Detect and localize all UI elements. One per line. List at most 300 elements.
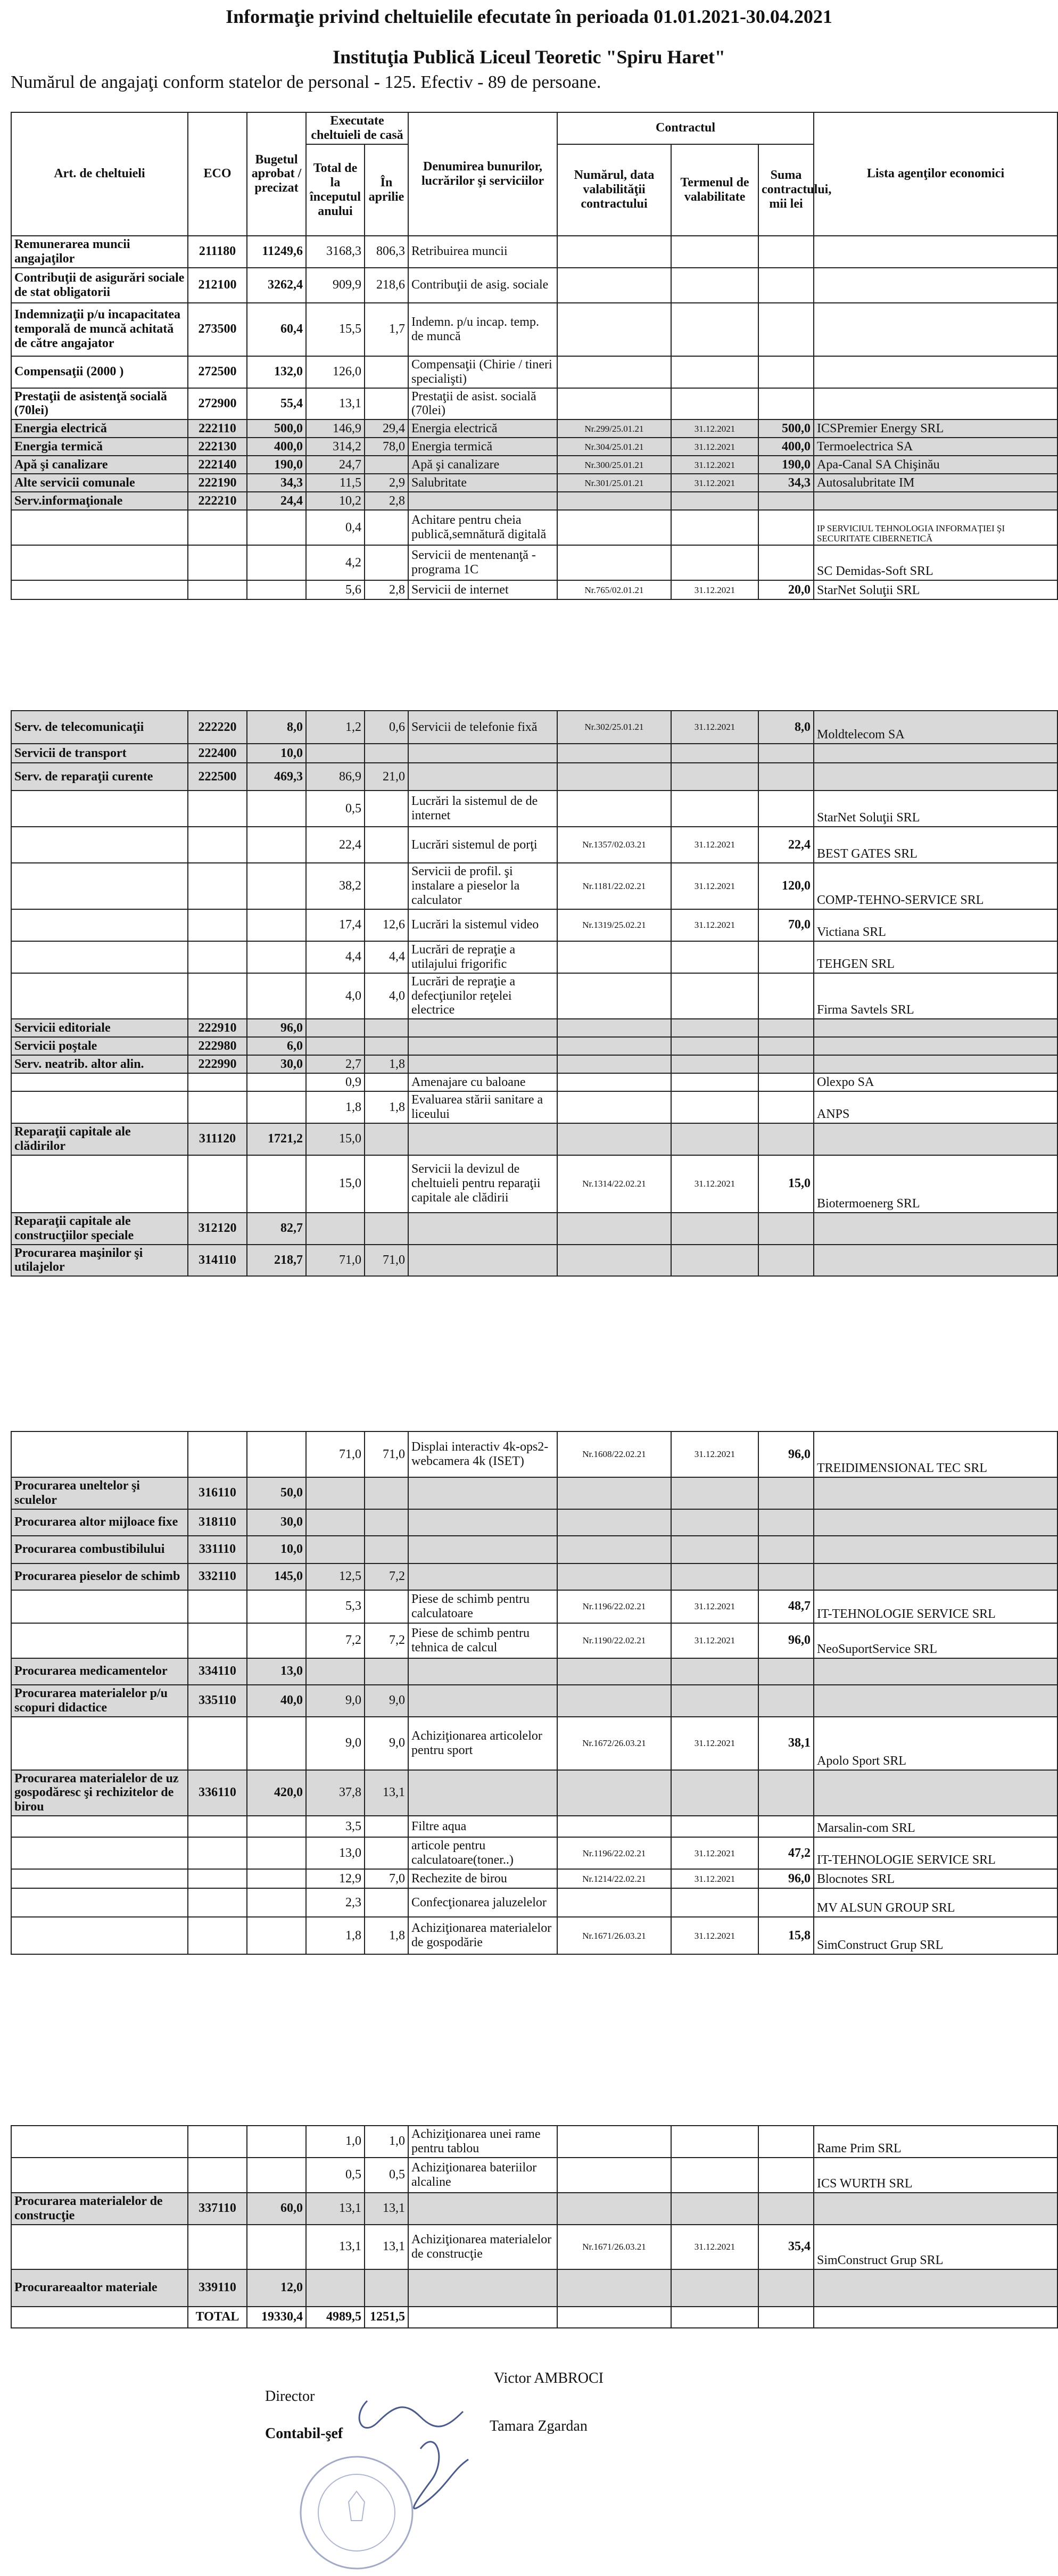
cell-den: Servicii de telefonie fixă <box>408 711 557 744</box>
cell-term: 31.12.2021 <box>671 1623 758 1658</box>
table-row <box>11 941 1057 973</box>
table-row <box>11 2193 1057 2225</box>
cell-nr <box>557 2158 671 2193</box>
cell-nr <box>557 303 671 356</box>
cell-den <box>408 1685 557 1717</box>
cell-buget <box>247 909 306 941</box>
table-row <box>11 1536 1057 1563</box>
total-aprilie: 1251,5 <box>365 2307 408 2328</box>
cell-agent <box>814 1055 1057 1073</box>
cell-suma <box>758 1509 814 1536</box>
cell-art: Serv. de reparaţii curente <box>11 763 188 791</box>
cell-apr <box>365 510 408 545</box>
cell-art: Servicii de transport <box>11 744 188 763</box>
cell-suma: 47,2 <box>758 1837 814 1869</box>
cell-buget <box>247 1869 306 1888</box>
cell-eco <box>188 941 247 973</box>
cell-nr <box>557 268 671 303</box>
table-row <box>11 1658 1057 1685</box>
cell-apr <box>365 1123 408 1155</box>
cell-den: Retribuirea muncii <box>408 236 557 268</box>
cell-art: Procurarea materialelor p/u scopuri didactice <box>11 1685 188 1717</box>
cell-agent: MV ALSUN GROUP SRL <box>814 1888 1057 1917</box>
cell-art: Procurarea materialelor de uz gospodăresc şi rechizitelor de birou <box>11 1770 188 1816</box>
cell-eco: 222910 <box>188 1019 247 1037</box>
cell-buget: 400,0 <box>247 438 306 456</box>
cell-term <box>671 1888 758 1917</box>
cell-term: 31.12.2021 <box>671 474 758 492</box>
cell-agent <box>814 303 1057 356</box>
header-contractul: Contractul <box>557 112 814 144</box>
table-row <box>11 2225 1057 2269</box>
cell-art <box>11 863 188 909</box>
cell-term: 31.12.2021 <box>671 438 758 456</box>
cell-den <box>408 1770 557 1816</box>
cell-nr <box>557 1091 671 1123</box>
header-eco: ECO <box>188 112 247 236</box>
cell-agent: Victiana SRL <box>814 909 1057 941</box>
expenses-table-part-2 <box>11 710 1058 1277</box>
cell-apr: 9,0 <box>365 1717 408 1770</box>
cell-suma <box>758 763 814 791</box>
cell-buget: 50,0 <box>247 1477 306 1509</box>
cell-den: Lucrări la sistemul video <box>408 909 557 941</box>
cell-apr: 29,4 <box>365 419 408 438</box>
cell-buget: 82,7 <box>247 1213 306 1245</box>
cell-suma <box>758 1213 814 1245</box>
cell-eco: 222980 <box>188 1037 247 1055</box>
cell-art: Compensaţii (2000 ) <box>11 356 188 388</box>
cell-apr <box>365 1658 408 1685</box>
cell-art: Procurareaaltor materiale <box>11 2269 188 2307</box>
cell-agent: Blocnotes SRL <box>814 1869 1057 1888</box>
cell-eco <box>188 909 247 941</box>
table-row <box>11 1623 1057 1658</box>
cell-total: 4,4 <box>306 941 365 973</box>
cell-suma <box>758 545 814 580</box>
cell-art <box>11 1431 188 1477</box>
cell-suma <box>758 1536 814 1563</box>
cell-suma <box>758 2158 814 2193</box>
cell-buget <box>247 1816 306 1837</box>
cell-suma <box>758 2193 814 2225</box>
cell-art: Serv. neatrib. altor alin. <box>11 1055 188 1073</box>
cell-term: 31.12.2021 <box>671 580 758 599</box>
cell-art <box>11 2225 188 2269</box>
cell-nr <box>557 1536 671 1563</box>
table-row <box>11 1816 1057 1837</box>
cell-nr: Nr.1608/22.02.21 <box>557 1431 671 1477</box>
table-row <box>11 2269 1057 2307</box>
cell-agent: StarNet Soluţii SRL <box>814 791 1057 827</box>
cell-nr: Nr.301/25.01.21 <box>557 474 671 492</box>
cell-art <box>11 791 188 827</box>
cell-term <box>671 1055 758 1073</box>
cell-art: Prestaţii de asistenţă socială (70lei) <box>11 388 188 420</box>
table-row <box>11 1037 1057 1055</box>
cell-suma: 22,4 <box>758 827 814 863</box>
cell-art <box>11 1837 188 1869</box>
cell-den: Servicii la devizul de cheltuieli pentru reparaţii capitale ale clădirii <box>408 1155 557 1213</box>
cell-agent: ANPS <box>814 1091 1057 1123</box>
cell-apr: 1,8 <box>365 1055 408 1073</box>
cell-buget: 60,0 <box>247 2193 306 2225</box>
cell-eco: 222110 <box>188 419 247 438</box>
cell-agent: IT-TEHNOLOGIE SERVICE SRL <box>814 1837 1057 1869</box>
table-row <box>11 827 1057 863</box>
cell-term: 31.12.2021 <box>671 711 758 744</box>
cell-agent: Rame Prim SRL <box>814 2126 1057 2158</box>
table-row <box>11 1563 1057 1590</box>
cell-agent: BEST GATES SRL <box>814 827 1057 863</box>
cell-apr: 0,5 <box>365 2158 408 2193</box>
table-row <box>11 1213 1057 1245</box>
table-row <box>11 474 1057 492</box>
cell-buget: 420,0 <box>247 1770 306 1816</box>
cell-total <box>306 1536 365 1563</box>
cell-term: 31.12.2021 <box>671 456 758 474</box>
cell-total: 126,0 <box>306 356 365 388</box>
cell-term <box>671 356 758 388</box>
cell-eco <box>188 1431 247 1477</box>
cell-den <box>408 1536 557 1563</box>
cell-term <box>671 1563 758 1590</box>
cell-buget <box>247 1073 306 1091</box>
cell-eco: 222500 <box>188 763 247 791</box>
cell-term <box>671 1019 758 1037</box>
cell-buget <box>247 1888 306 1917</box>
cell-apr <box>365 456 408 474</box>
cell-eco: 222400 <box>188 744 247 763</box>
cell-total <box>306 1037 365 1055</box>
cell-term <box>671 1685 758 1717</box>
cell-den <box>408 1055 557 1073</box>
cell-art: Serv.informaţionale <box>11 492 188 510</box>
cell-agent <box>814 268 1057 303</box>
cell-agent: Termoelectrica SA <box>814 438 1057 456</box>
cell-buget: 218,7 <box>247 1245 306 1277</box>
cell-den: Evaluarea stării sanitare a liceului <box>408 1091 557 1123</box>
cell-total: 0,5 <box>306 2158 365 2193</box>
cell-buget: 40,0 <box>247 1685 306 1717</box>
cell-buget: 13,0 <box>247 1658 306 1685</box>
cell-total: 37,8 <box>306 1770 365 1816</box>
cell-term: 31.12.2021 <box>671 1155 758 1213</box>
cell-apr <box>365 863 408 909</box>
institution-name: Instituţia Publică Liceul Teoretic "Spiru Haret" <box>333 46 725 68</box>
table-row <box>11 356 1057 388</box>
cell-eco <box>188 2225 247 2269</box>
cell-den <box>408 1509 557 1536</box>
cell-suma: 70,0 <box>758 909 814 941</box>
cell-den <box>408 763 557 791</box>
cell-eco <box>188 791 247 827</box>
cell-nr <box>557 1658 671 1685</box>
cell-eco <box>188 1717 247 1770</box>
table-row <box>11 1245 1057 1277</box>
cell-suma <box>758 1245 814 1277</box>
cell-eco: 314110 <box>188 1245 247 1277</box>
cell-suma <box>758 1073 814 1091</box>
cell-buget <box>247 1091 306 1123</box>
cell-total: 0,9 <box>306 1073 365 1091</box>
cell-suma: 96,0 <box>758 1869 814 1888</box>
table-row <box>11 1770 1057 1816</box>
cell-den <box>408 1563 557 1590</box>
cell-nr: Nr.1214/22.02.21 <box>557 1869 671 1888</box>
cell-art <box>11 1917 188 1954</box>
cell-apr <box>365 827 408 863</box>
cell-agent <box>814 1509 1057 1536</box>
cell-eco: 318110 <box>188 1509 247 1536</box>
cell-suma <box>758 1123 814 1155</box>
cell-apr <box>365 1037 408 1055</box>
cell-eco: 222990 <box>188 1055 247 1073</box>
cell-buget: 60,4 <box>247 303 306 356</box>
cell-buget <box>247 1431 306 1477</box>
cell-apr <box>365 744 408 763</box>
cell-term <box>671 1658 758 1685</box>
cell-agent: SC Demidas-Soft SRL <box>814 545 1057 580</box>
cell-art: Serv. de telecomunicaţii <box>11 711 188 744</box>
cell-agent <box>814 492 1057 510</box>
cell-term <box>671 1816 758 1837</box>
header-buget: Bugetul aprobat / precizat <box>247 112 306 236</box>
cell-total: 11,5 <box>306 474 365 492</box>
expenses-table-part-1 <box>11 112 1058 600</box>
cell-agent <box>814 1019 1057 1037</box>
cell-apr: 71,0 <box>365 1431 408 1477</box>
cell-buget <box>247 580 306 599</box>
cell-suma <box>758 1685 814 1717</box>
cell-den: Energia electrică <box>408 419 557 438</box>
cell-eco <box>188 1623 247 1658</box>
cell-total: 2,7 <box>306 1055 365 1073</box>
cell-eco: 273500 <box>188 303 247 356</box>
cell-den: Lucrări de repraţie a utilajului frigorific <box>408 941 557 973</box>
cell-apr <box>365 1213 408 1245</box>
cell-nr <box>557 1685 671 1717</box>
cell-art <box>11 2126 188 2158</box>
cell-suma: 96,0 <box>758 1623 814 1658</box>
cell-suma <box>758 1091 814 1123</box>
cell-total: 3,5 <box>306 1816 365 1837</box>
header-lista: Lista agenţilor economici <box>814 112 1057 236</box>
cell-suma <box>758 1770 814 1816</box>
cell-agent: TREIDIMENSIONAL TEC SRL <box>814 1431 1057 1477</box>
cell-den: Servicii de mentenanţă - programa 1C <box>408 545 557 580</box>
cell-art <box>11 580 188 599</box>
cell-term <box>671 268 758 303</box>
employees-info: Numărul de angajaţi conform statelor de personal - 125. Efectiv - 89 de persoane. <box>11 72 601 92</box>
cell-den: Lucrări de repraţie a defecţiunilor reţelei electrice <box>408 973 557 1019</box>
cell-eco <box>188 863 247 909</box>
cell-den: Contribuţii de asig. sociale <box>408 268 557 303</box>
cell-buget: 55,4 <box>247 388 306 420</box>
cell-suma: 38,1 <box>758 1717 814 1770</box>
cell-agent <box>814 1037 1057 1055</box>
cell-buget: 30,0 <box>247 1509 306 1536</box>
cell-art <box>11 1091 188 1123</box>
cell-buget <box>247 1717 306 1770</box>
cell-nr <box>557 2193 671 2225</box>
cell-total: 4,2 <box>306 545 365 580</box>
cell-total: 71,0 <box>306 1431 365 1477</box>
cell-agent <box>814 1477 1057 1509</box>
header-total: Total de la începutul anului <box>306 144 365 236</box>
cell-buget <box>247 2126 306 2158</box>
cell-agent <box>814 356 1057 388</box>
cell-buget: 11249,6 <box>247 236 306 268</box>
cell-eco <box>188 1155 247 1213</box>
cell-agent <box>814 1213 1057 1245</box>
cell-nr <box>557 1888 671 1917</box>
table-row <box>11 1019 1057 1037</box>
cell-term <box>671 1509 758 1536</box>
cell-agent <box>814 236 1057 268</box>
header-numarul: Numărul, data valabilităţii contractului <box>557 144 671 236</box>
cell-agent: NeoSuportService SRL <box>814 1623 1057 1658</box>
cell-agent: COMP-TEHNO-SERVICE SRL <box>814 863 1057 909</box>
cell-eco <box>188 1816 247 1837</box>
cell-total: 909,9 <box>306 268 365 303</box>
cell-apr: 78,0 <box>365 438 408 456</box>
cell-nr <box>557 1509 671 1536</box>
cell-art <box>11 2158 188 2193</box>
cell-total: 5,3 <box>306 1590 365 1623</box>
cell-den: Achitare pentru cheia publică,semnătură digitală <box>408 510 557 545</box>
cell-agent: Apolo Sport SRL <box>814 1717 1057 1770</box>
cell-suma <box>758 388 814 420</box>
cell-art: Contribuţii de asigurări sociale de stat obligatorii <box>11 268 188 303</box>
cell-suma <box>758 1019 814 1037</box>
header-art: Art. de cheltuieli <box>11 112 188 236</box>
cell-agent: SimConstruct Grup SRL <box>814 1917 1057 1954</box>
cell-agent <box>814 1658 1057 1685</box>
cell-suma <box>758 236 814 268</box>
cell-buget <box>247 973 306 1019</box>
cell-term: 31.12.2021 <box>671 2225 758 2269</box>
cell-term: 31.12.2021 <box>671 1590 758 1623</box>
cell-apr: 1,8 <box>365 1091 408 1123</box>
expenses-table-part-3 <box>11 1431 1058 1955</box>
cell-buget <box>247 863 306 909</box>
cell-nr: Nr.1319/25.02.21 <box>557 909 671 941</box>
cell-suma: 400,0 <box>758 438 814 456</box>
cell-term: 31.12.2021 <box>671 1717 758 1770</box>
cell-nr <box>557 1213 671 1245</box>
cell-apr: 0,6 <box>365 711 408 744</box>
cell-apr: 12,6 <box>365 909 408 941</box>
cell-total <box>306 1213 365 1245</box>
cell-nr: Nr.1357/02.03.21 <box>557 827 671 863</box>
table-row <box>11 711 1057 744</box>
table-row <box>11 2126 1057 2158</box>
cell-term <box>671 492 758 510</box>
cell-buget: 10,0 <box>247 1536 306 1563</box>
cell-term <box>671 303 758 356</box>
cell-term <box>671 2158 758 2193</box>
cell-nr <box>557 1816 671 1837</box>
cell-eco <box>188 827 247 863</box>
cell-term <box>671 1037 758 1055</box>
cell-eco: 312120 <box>188 1213 247 1245</box>
cell-total: 4,0 <box>306 973 365 1019</box>
cell-buget <box>247 791 306 827</box>
cell-suma <box>758 510 814 545</box>
cell-nr: Nr.1190/22.02.21 <box>557 1623 671 1658</box>
cell-den <box>408 1019 557 1037</box>
cell-buget: 6,0 <box>247 1037 306 1055</box>
table-row <box>11 1073 1057 1091</box>
cell-nr <box>557 388 671 420</box>
cell-term <box>671 388 758 420</box>
header-suma: Suma contractului, mii lei <box>758 144 814 236</box>
cell-apr <box>365 1816 408 1837</box>
cell-agent <box>814 1770 1057 1816</box>
cell-agent: IP SERVICIUL TEHNOLOGIA INFORMAŢIEI ŞI SECURITATE CIBERNETICĂ <box>814 510 1057 545</box>
cell-total: 13,1 <box>306 2225 365 2269</box>
cell-buget <box>247 1590 306 1623</box>
cell-suma <box>758 1816 814 1837</box>
cell-art: Remunerarea muncii angajaţilor <box>11 236 188 268</box>
cell-nr <box>557 1123 671 1155</box>
cell-buget: 96,0 <box>247 1019 306 1037</box>
cell-apr <box>365 2269 408 2307</box>
cell-nr <box>557 1770 671 1816</box>
cell-nr <box>557 356 671 388</box>
cell-art <box>11 510 188 545</box>
cell-art: Energia termică <box>11 438 188 456</box>
cell-suma <box>758 303 814 356</box>
cell-agent <box>814 1245 1057 1277</box>
cell-eco: 212100 <box>188 268 247 303</box>
cell-eco: 211180 <box>188 236 247 268</box>
cell-eco: 222220 <box>188 711 247 744</box>
cell-term: 31.12.2021 <box>671 1869 758 1888</box>
cell-eco <box>188 973 247 1019</box>
cell-apr <box>365 791 408 827</box>
cell-suma: 15,8 <box>758 1917 814 1954</box>
cell-total: 13,1 <box>306 2193 365 2225</box>
cell-agent <box>814 763 1057 791</box>
cell-buget <box>247 1623 306 1658</box>
cell-apr <box>365 545 408 580</box>
cell-art <box>11 827 188 863</box>
cell-nr <box>557 1019 671 1037</box>
cell-eco: 331110 <box>188 1536 247 1563</box>
expenses-table-part-4 <box>11 2125 1058 2328</box>
cell-den: Achiziţionarea materialelor de construcţie <box>408 2225 557 2269</box>
cell-term: 31.12.2021 <box>671 419 758 438</box>
cell-term <box>671 1213 758 1245</box>
cell-term <box>671 744 758 763</box>
cell-den <box>408 744 557 763</box>
cell-agent <box>814 1685 1057 1717</box>
cell-buget: 12,0 <box>247 2269 306 2307</box>
header-denumirea: Denumirea bunurilor, lucrărilor şi serviciilor <box>408 112 557 236</box>
cell-agent <box>814 1536 1057 1563</box>
cell-art: Servicii poştale <box>11 1037 188 1055</box>
cell-term <box>671 2193 758 2225</box>
cell-apr <box>365 1477 408 1509</box>
cell-den: Piese de schimb pentru tehnica de calcul <box>408 1623 557 1658</box>
cell-den: Prestaţii de asist. socială (70lei) <box>408 388 557 420</box>
cell-den: Energia termică <box>408 438 557 456</box>
cell-eco <box>188 1869 247 1888</box>
cell-nr: Nr.1196/22.02.21 <box>557 1590 671 1623</box>
cell-art: Procurarea medicamentelor <box>11 1658 188 1685</box>
